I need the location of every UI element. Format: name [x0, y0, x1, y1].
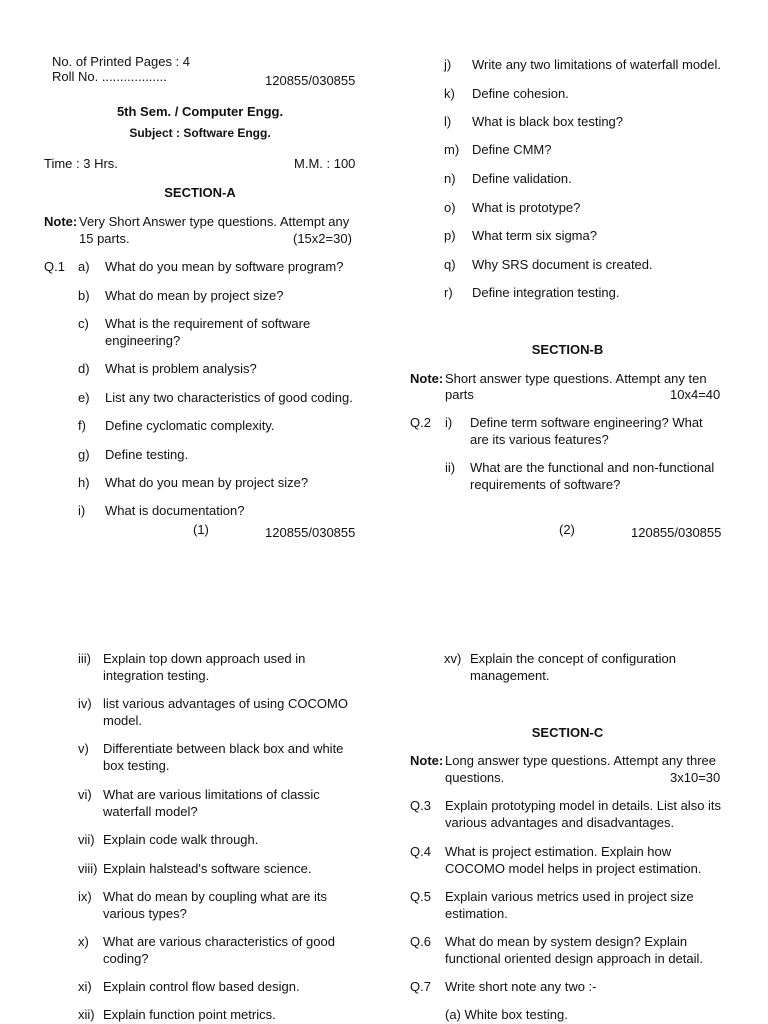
- item-text-cont: requirements of software?: [470, 477, 621, 492]
- item-text: Define CMM?: [472, 142, 552, 157]
- item-number: i): [78, 503, 86, 518]
- item-text-cont: various types?: [103, 906, 187, 921]
- item-text: Explain halstead's software science.: [103, 861, 312, 876]
- question-label: Q.2: [410, 415, 431, 430]
- item-text: What is prototype?: [472, 200, 581, 215]
- section-c-heading: SECTION-C: [531, 725, 604, 740]
- item-number: d): [78, 361, 90, 376]
- item-number: v): [78, 741, 89, 756]
- note-text-cont: 15 parts.: [79, 231, 130, 246]
- item-text: Define term software engineering? What: [470, 415, 703, 430]
- item-text-cont: coding?: [103, 951, 149, 966]
- sub-question: (a) White box testing.: [445, 1007, 568, 1022]
- item-text: What are the functional and non-functional: [470, 460, 715, 475]
- item-number: k): [444, 86, 455, 101]
- item-number: ii): [445, 460, 456, 475]
- item-text: Explain function point metrics.: [103, 1007, 276, 1022]
- item-number: c): [78, 316, 89, 331]
- question-number: Q.6: [410, 934, 431, 949]
- section-b-heading: SECTION-B: [531, 342, 604, 357]
- note-text: Very Short Answer type questions. Attempt any: [79, 214, 350, 229]
- item-text: Write any two limitations of waterfall model.: [472, 57, 722, 72]
- question-text: Explain prototyping model in details. List also its: [445, 798, 722, 813]
- note-label: Note:: [410, 753, 444, 768]
- item-text: Define cyclomatic complexity.: [105, 418, 275, 433]
- page-number: (2): [559, 522, 575, 537]
- item-text: What is the requirement of software: [105, 316, 311, 331]
- item-number: j): [444, 57, 452, 72]
- item-text: What are various characteristics of good: [103, 934, 335, 949]
- item-text: Define validation.: [472, 171, 572, 186]
- item-number: b): [78, 288, 90, 303]
- item-text-cont: management.: [470, 668, 550, 683]
- item-text-cont: waterfall model?: [103, 804, 198, 819]
- question-text: What is project estimation. Explain how: [445, 844, 672, 859]
- item-number: m): [444, 142, 460, 157]
- section-a-heading: SECTION-A: [164, 185, 236, 200]
- max-marks: M.M. : 100: [294, 156, 356, 171]
- note-marks: 10x4=40: [670, 387, 721, 402]
- paper-code-footer: 120855/030855: [631, 525, 722, 540]
- note-marks: (15x2=30): [293, 231, 352, 246]
- item-number: a): [78, 259, 90, 274]
- item-number: xv): [444, 651, 462, 666]
- item-text: Define integration testing.: [472, 285, 620, 300]
- question-text-cont: COCOMO model helps in project estimation.: [445, 861, 702, 876]
- subject-heading: Subject : Software Engg.: [129, 126, 271, 140]
- item-text: What do you mean by project size?: [105, 475, 309, 490]
- printed-pages: No. of Printed Pages : 4: [52, 54, 191, 69]
- question-number: Q.5: [410, 889, 431, 904]
- item-text: What is black box testing?: [472, 114, 624, 129]
- item-text: What is problem analysis?: [105, 361, 257, 376]
- item-text: What is documentation?: [105, 503, 245, 518]
- question-number: Q.4: [410, 844, 431, 859]
- paper-code-footer: 120855/030855: [265, 525, 356, 540]
- question-text: What do mean by system design? Explain: [445, 934, 688, 949]
- item-text: Define cohesion.: [472, 86, 569, 101]
- item-number: f): [78, 418, 86, 433]
- item-text: What do mean by coupling what are its: [103, 889, 328, 904]
- item-number: xii): [78, 1007, 95, 1022]
- paper-code: 120855/030855: [265, 73, 356, 88]
- item-number: iii): [78, 651, 91, 666]
- note-text: Long answer type questions. Attempt any three: [445, 753, 717, 768]
- item-number: r): [444, 285, 453, 300]
- question-text: Write short note any two :-: [445, 979, 597, 994]
- roll-number: Roll No. ..................: [52, 69, 167, 84]
- item-text: What are various limitations of classic: [103, 787, 320, 802]
- semester-heading: 5th Sem. / Computer Engg.: [116, 104, 284, 119]
- question-text-cont: functional oriented design approach in detail.: [445, 951, 704, 966]
- item-text: What term six sigma?: [472, 228, 597, 243]
- item-text-cont: model.: [103, 713, 143, 728]
- item-text: List any two characteristics of good coding.: [105, 390, 353, 405]
- item-number: i): [445, 415, 453, 430]
- item-text-cont: engineering?: [105, 333, 181, 348]
- question-label: Q.1: [44, 259, 65, 274]
- item-text: Explain top down approach used in: [103, 651, 306, 666]
- note-text-cont: questions.: [445, 770, 505, 785]
- page-number: (1): [193, 522, 209, 537]
- item-text: What do mean by project size?: [105, 288, 284, 303]
- question-number: Q.3: [410, 798, 431, 813]
- item-text: Explain control flow based design.: [103, 979, 300, 994]
- item-text: Why SRS document is created.: [472, 257, 653, 272]
- item-number: vi): [78, 787, 92, 802]
- note-text: Short answer type questions. Attempt any ten: [445, 371, 707, 386]
- item-text-cont: box testing.: [103, 758, 170, 773]
- note-text-cont: parts: [445, 387, 474, 402]
- item-number: l): [444, 114, 452, 129]
- note-label: Note:: [44, 214, 78, 229]
- item-number: e): [78, 390, 90, 405]
- item-text: Define testing.: [105, 447, 189, 462]
- item-number: iv): [78, 696, 92, 711]
- item-number: vii): [78, 832, 95, 847]
- item-number: h): [78, 475, 90, 490]
- note-label: Note:: [410, 371, 444, 386]
- item-number: p): [444, 228, 456, 243]
- item-text: list various advantages of using COCOMO: [103, 696, 348, 711]
- item-number: g): [78, 447, 90, 462]
- item-text-cont: integration testing.: [103, 668, 210, 683]
- question-text-cont: estimation.: [445, 906, 508, 921]
- item-number: ix): [78, 889, 92, 904]
- item-number: n): [444, 171, 456, 186]
- item-number: q): [444, 257, 456, 272]
- item-text: What do you mean by software program?: [105, 259, 344, 274]
- item-text: Explain the concept of configuration: [470, 651, 676, 666]
- item-text-cont: are its various features?: [470, 432, 609, 447]
- note-marks: 3x10=30: [670, 770, 721, 785]
- item-number: xi): [78, 979, 92, 994]
- question-text: Explain various metrics used in project size: [445, 889, 694, 904]
- item-number: viii): [78, 861, 98, 876]
- item-number: o): [444, 200, 456, 215]
- item-number: x): [78, 934, 89, 949]
- question-text-cont: various advantages and disadvantages.: [445, 815, 675, 830]
- item-text: Explain code walk through.: [103, 832, 259, 847]
- question-number: Q.7: [410, 979, 431, 994]
- item-text: Differentiate between black box and white: [103, 741, 344, 756]
- time-label: Time : 3 Hrs.: [44, 156, 118, 171]
